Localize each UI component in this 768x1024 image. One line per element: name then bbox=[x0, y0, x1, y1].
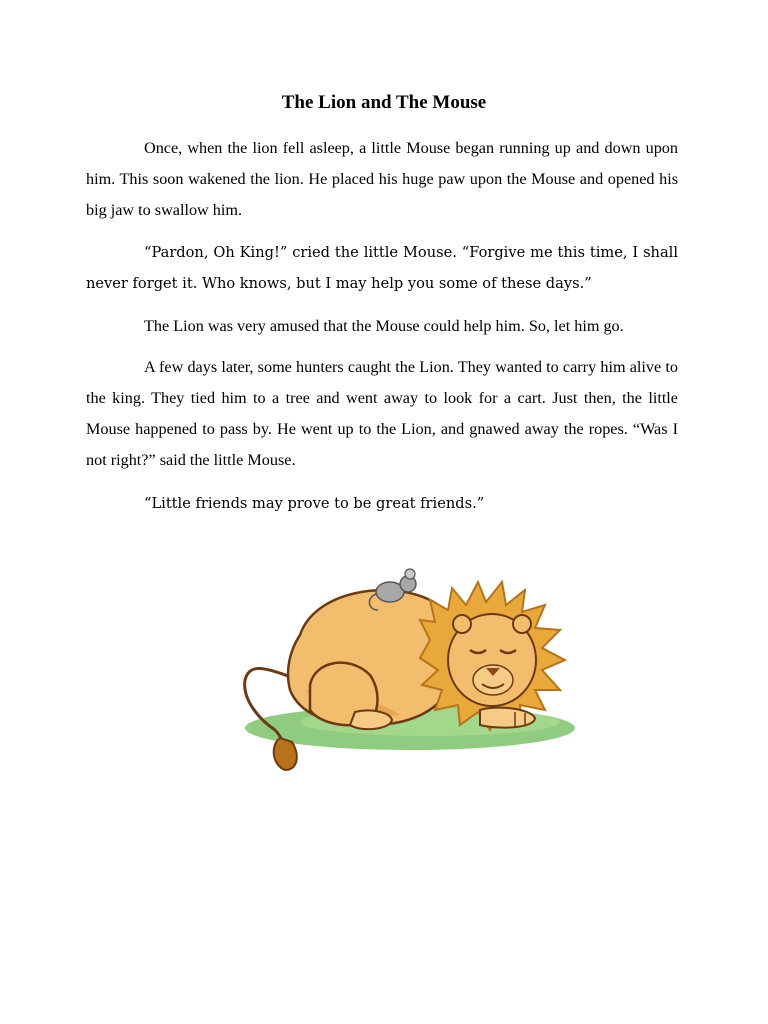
lion-mouse-illustration bbox=[230, 560, 585, 775]
lion-ear-right bbox=[513, 615, 531, 633]
paragraph-5-container bbox=[86, 488, 678, 519]
story-title: The Lion and The Mouse bbox=[281, 92, 487, 113]
lion-front-paw bbox=[480, 708, 535, 728]
paragraph-1: Once, when the lion fell asleep, a little Mouse began running up and down upon him. This soon wakened the lion. He placed his huge paw upon the Mouse and opened his big jaw to swallow him. bbox=[86, 139, 678, 219]
paragraph-4-container bbox=[86, 352, 678, 476]
paragraph-2: “Pardon, Oh King!” cried the little Mouse. “Forgive me this time, I shall never forget it. Who knows, but I may help you some of these days.” bbox=[86, 244, 678, 292]
lion-tail-tuft bbox=[274, 738, 297, 770]
paragraph-1-container bbox=[86, 133, 678, 226]
lion-hind-paw bbox=[350, 710, 392, 729]
paragraph-5: “Little friends may prove to be great friends.” bbox=[144, 495, 485, 512]
paragraph-3-container bbox=[86, 311, 678, 342]
paragraph-3: The Lion was very amused that the Mouse could help him. So, let him go. bbox=[144, 317, 624, 335]
paragraph-2-container bbox=[86, 237, 678, 299]
mouse-ear bbox=[405, 569, 415, 579]
lion-ear-left bbox=[453, 615, 471, 633]
paragraph-4: A few days later, some hunters caught the Lion. They wanted to carry him alive to the king. They tied him to a tree and went away to look for a cart. Just then, the little Mouse happened to pass by. He went up to the Lion, and gnawed away the ropes. “Was I not right?” said the little Mouse. bbox=[86, 358, 678, 469]
